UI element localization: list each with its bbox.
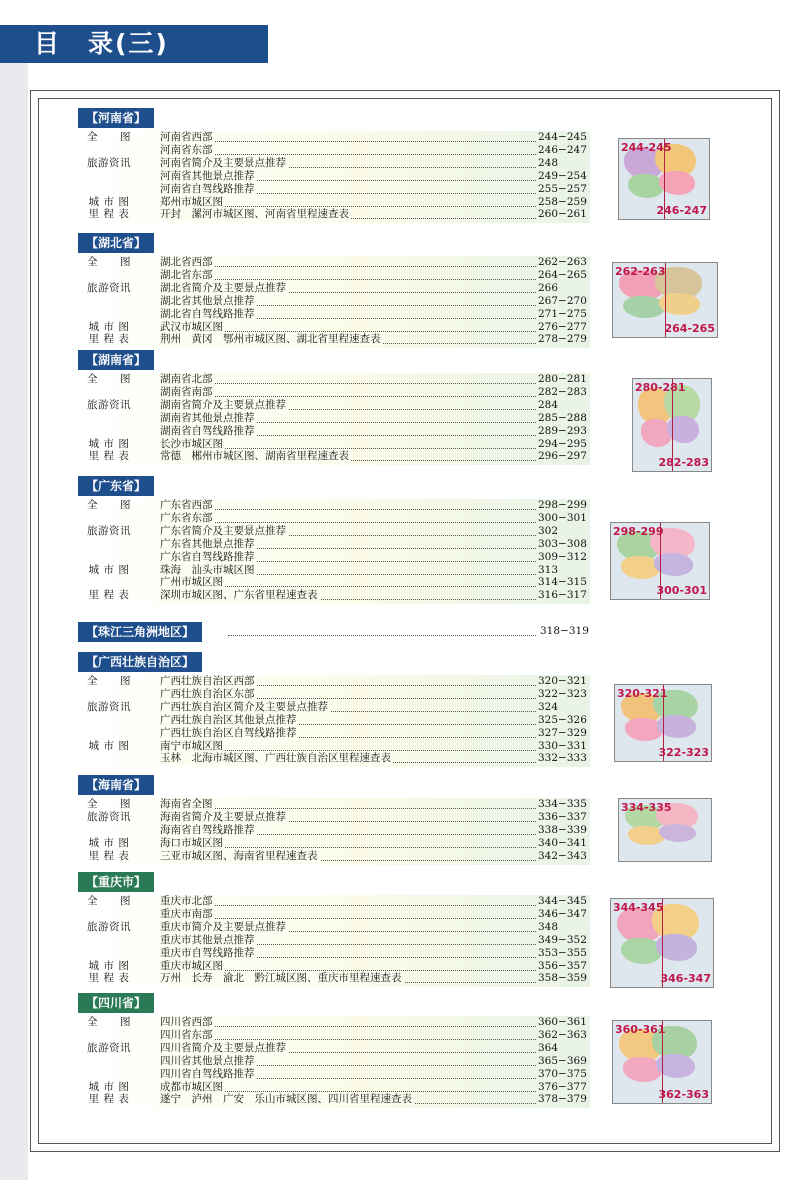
leader-dots (160, 1030, 536, 1040)
page-number[interactable]: 309−312 (538, 550, 587, 563)
entry-title[interactable]: 重庆市自驾线路推荐 (160, 946, 255, 959)
map-page-label: 280-281 (635, 381, 686, 394)
section-heading: 【湖南省】 (78, 350, 154, 370)
leader-dots (160, 799, 536, 809)
category-label: 旅游资讯 (87, 524, 131, 537)
page-number[interactable]: 362−363 (538, 1028, 587, 1041)
category-label: 城 市 图 (88, 195, 130, 208)
category-label: 城 市 图 (88, 959, 130, 972)
page-number[interactable]: 284 (538, 398, 559, 411)
section-heading: 【海南省】 (78, 775, 154, 795)
page-number[interactable]: 325−326 (538, 713, 587, 726)
page-number[interactable]: 278−279 (538, 333, 587, 346)
page-number[interactable]: 342−343 (538, 849, 587, 862)
entry-title[interactable]: 广西壮族自治区自驾线路推荐 (160, 726, 297, 739)
entry-title[interactable]: 湖南省北部 (160, 373, 213, 385)
leader-dots (160, 270, 536, 280)
leader-dots (160, 132, 536, 142)
entry-title[interactable]: 海南省自驾线路推荐 (160, 823, 255, 836)
entry-title[interactable]: 广西壮族自治区其他景点推荐 (160, 713, 297, 726)
page-number[interactable]: 266 (538, 281, 559, 294)
page-number[interactable]: 246−247 (538, 143, 587, 156)
page-number[interactable]: 334−335 (538, 798, 587, 810)
leader-dots (160, 513, 536, 523)
page-number[interactable]: 248 (538, 156, 559, 169)
entry-title[interactable]: 玉林 北海市城区图、广西壮族自治区里程速查表 (160, 752, 391, 765)
entry-title[interactable]: 广东省自驾线路推荐 (160, 550, 255, 563)
entry-title[interactable]: 河南省东部 (160, 143, 213, 156)
category-label: 城 市 图 (88, 320, 130, 333)
page-number[interactable]: 365−369 (538, 1054, 587, 1067)
page-number[interactable]: 244−245 (538, 131, 587, 143)
entry-title[interactable]: 四川省西部 (160, 1016, 213, 1028)
map-page-label: 322-323 (658, 746, 709, 759)
entry-title[interactable]: 四川省其他景点推荐 (160, 1054, 255, 1067)
leader-dots (160, 145, 536, 155)
page-number[interactable]: 276−277 (538, 320, 587, 333)
category-label: 里 程 表 (88, 972, 130, 985)
map-page-label: 244-245 (621, 141, 672, 154)
entry-title[interactable]: 广西壮族自治区东部 (160, 687, 255, 700)
page-number[interactable]: 348 (538, 920, 559, 933)
entry-title[interactable]: 常德 郴州市城区图、湖南省里程速查表 (160, 450, 349, 463)
category-label: 里 程 表 (88, 450, 130, 463)
category-label: 城 市 图 (88, 1080, 130, 1093)
page-number[interactable]: 338−339 (538, 823, 587, 836)
page-number[interactable]: 296−297 (538, 450, 587, 463)
map-page-label: 282-283 (658, 456, 709, 469)
entry-title[interactable]: 湖南省其他景点推荐 (160, 411, 255, 424)
section-heading: 【珠江三角洲地区】 (78, 622, 202, 642)
leader-dots (160, 374, 536, 384)
page-number[interactable]: 249−254 (538, 169, 587, 182)
map-thumbnail[interactable] (612, 262, 718, 338)
map-page-label: 262-263 (615, 265, 666, 278)
entry-title[interactable]: 重庆市南部 (160, 907, 213, 920)
section-heading: 【河南省】 (78, 108, 154, 128)
section-heading: 【广东省】 (78, 476, 154, 496)
map-page-label: 300-301 (656, 584, 707, 597)
page-number[interactable]: 262−263 (538, 256, 587, 268)
entry-title[interactable]: 遂宁 泸州 广安 乐山市城区图、四川省里程速查表 (160, 1093, 412, 1106)
page-number[interactable]: 360−361 (538, 1016, 587, 1028)
page-number[interactable]: 344−345 (538, 895, 587, 907)
map-thumbnail[interactable] (618, 138, 710, 220)
page-number[interactable]: 364 (538, 1041, 559, 1054)
map-page-label: 264-265 (664, 322, 715, 335)
page-number[interactable]: 356−357 (538, 959, 587, 972)
section-heading: 【湖北省】 (78, 233, 154, 253)
entry-title[interactable]: 广西壮族自治区简介及主要景点推荐 (160, 700, 328, 713)
leader-dots (160, 1017, 536, 1027)
category-label: 全 图 (87, 895, 131, 907)
map-page-label: 246-247 (656, 204, 707, 217)
leader-dots (160, 500, 536, 510)
category-label: 全 图 (87, 499, 131, 511)
category-label: 旅游资讯 (87, 281, 131, 294)
category-label: 里 程 表 (88, 589, 130, 602)
page-number[interactable]: 280−281 (538, 373, 587, 385)
entry-title[interactable]: 广东省简介及主要景点推荐 (160, 524, 286, 537)
entry-title[interactable]: 珠海 汕头市城区图 (160, 563, 255, 576)
map-thumbnail[interactable] (632, 378, 712, 472)
page-number[interactable]: 370−375 (538, 1067, 587, 1080)
leader-dots (160, 896, 536, 906)
entry-title[interactable]: 南宁市城区图 (160, 739, 223, 752)
page-number[interactable]: 346−347 (538, 907, 587, 920)
page-number[interactable]: 255−257 (538, 182, 587, 195)
category-label: 里 程 表 (88, 333, 130, 346)
entry-title[interactable]: 郑州市城区图 (160, 195, 223, 208)
map-page-label: 298-299 (613, 525, 664, 538)
page-number[interactable]: 316−317 (538, 589, 587, 602)
leader-dots (160, 257, 536, 267)
map-thumbnail[interactable] (612, 1020, 712, 1104)
entry-title[interactable]: 湖南省简介及主要景点推荐 (160, 398, 286, 411)
entry-title[interactable]: 长沙市城区图 (160, 437, 223, 450)
category-label: 全 图 (87, 131, 131, 143)
page-number[interactable]: 376−377 (538, 1080, 587, 1093)
page-number[interactable]: 327−329 (538, 726, 587, 739)
entry-title[interactable]: 海口市城区图 (160, 836, 223, 849)
leader-dots (160, 909, 536, 919)
page-number[interactable]: 294−295 (538, 437, 587, 450)
category-label: 里 程 表 (88, 849, 130, 862)
entry-title[interactable]: 河南省简介及主要景点推荐 (160, 156, 286, 169)
page-number[interactable]: 267−270 (538, 294, 587, 307)
category-label: 全 图 (87, 373, 131, 385)
entry-title[interactable]: 广西壮族自治区西部 (160, 675, 255, 687)
page-number[interactable]: 378−379 (538, 1093, 587, 1106)
map-page-label: 334-335 (621, 801, 672, 814)
page-number[interactable]: 314−315 (538, 576, 587, 589)
page-number[interactable]: 298−299 (538, 499, 587, 511)
page-number[interactable]: 303−308 (538, 537, 587, 550)
map-page-label: 360-361 (615, 1023, 666, 1036)
page-number[interactable]: 264−265 (538, 268, 587, 281)
entry-title[interactable]: 四川省东部 (160, 1028, 213, 1041)
entry-title[interactable]: 重庆市北部 (160, 895, 213, 907)
entry-title[interactable]: 荆州 黄冈 鄂州市城区图、湖北省里程速查表 (160, 333, 381, 346)
page-number[interactable]: 313 (538, 563, 559, 576)
entry-title[interactable]: 湖北省自驾线路推荐 (160, 307, 255, 320)
map-thumbnail[interactable] (614, 684, 712, 762)
entry-title[interactable]: 湖南省南部 (160, 385, 213, 398)
category-label: 全 图 (87, 1016, 131, 1028)
entry-title[interactable]: 四川省自驾线路推荐 (160, 1067, 255, 1080)
map-thumbnail[interactable] (610, 522, 710, 600)
leader-dots (160, 387, 536, 397)
page-number[interactable]: 324 (538, 700, 559, 713)
page-number[interactable]: 282−283 (538, 385, 587, 398)
page-number[interactable]: 271−275 (538, 307, 587, 320)
page-number[interactable]: 320−321 (538, 675, 587, 687)
entry-title[interactable]: 万州 长寿 渝北 黔江城区图、重庆市里程速查表 (160, 972, 402, 985)
page-number[interactable]: 258−259 (538, 195, 587, 208)
page-title: 目 录(三) (0, 25, 268, 63)
entry-title[interactable]: 深圳市城区图、广东省里程速查表 (160, 589, 318, 602)
map-page-label: 344-345 (613, 901, 664, 914)
category-label: 城 市 图 (88, 563, 130, 576)
entry-title[interactable]: 四川省简介及主要景点推荐 (160, 1041, 286, 1054)
section-heading: 【重庆市】 (78, 872, 154, 892)
entry-title[interactable]: 湖北省西部 (160, 256, 213, 268)
entry-title[interactable]: 重庆市城区图 (160, 959, 223, 972)
category-label: 全 图 (87, 256, 131, 268)
category-label: 旅游资讯 (87, 810, 131, 823)
category-label: 旅游资讯 (87, 920, 131, 933)
entry-title[interactable]: 成都市城区图 (160, 1080, 223, 1093)
entry-title[interactable]: 河南省西部 (160, 131, 213, 143)
page-number[interactable]: 302 (538, 524, 559, 537)
page-number[interactable]: 318−319 (540, 625, 589, 637)
page-number[interactable]: 330−331 (538, 739, 587, 752)
category-label: 旅游资讯 (87, 156, 131, 169)
map-page-label: 362-363 (658, 1088, 709, 1101)
entry-title[interactable]: 三亚市城区图、海南省里程速查表 (160, 849, 318, 862)
category-label: 城 市 图 (88, 437, 130, 450)
entry-title[interactable]: 湖北省其他景点推荐 (160, 294, 255, 307)
leader-dots (228, 626, 536, 636)
entry-title[interactable]: 湖北省东部 (160, 268, 213, 281)
left-shade (0, 62, 28, 1180)
map-page-label: 346-347 (660, 972, 711, 985)
entry-title[interactable]: 湖南省自驾线路推荐 (160, 424, 255, 437)
page-number[interactable]: 260−261 (538, 208, 587, 221)
entry-title[interactable]: 河南省自驾线路推荐 (160, 182, 255, 195)
page-number[interactable]: 285−288 (538, 411, 587, 424)
entry-title[interactable]: 开封 漯河市城区图、河南省里程速查表 (160, 208, 349, 221)
category-label: 全 图 (87, 798, 131, 810)
entry-title[interactable]: 重庆市简介及主要景点推荐 (160, 920, 286, 933)
category-label: 旅游资讯 (87, 398, 131, 411)
page-number[interactable]: 322−323 (538, 687, 587, 700)
page-number[interactable]: 349−352 (538, 933, 587, 946)
entry-title[interactable]: 广东省其他景点推荐 (160, 537, 255, 550)
entry-title[interactable]: 广东省西部 (160, 499, 213, 511)
section-heading: 【广西壮族自治区】 (78, 652, 202, 672)
page-number[interactable]: 340−341 (538, 836, 587, 849)
entry-title[interactable]: 河南省其他景点推荐 (160, 169, 255, 182)
entry-title[interactable]: 湖北省简介及主要景点推荐 (160, 281, 286, 294)
entry-title[interactable]: 重庆市其他景点推荐 (160, 933, 255, 946)
entry-title[interactable]: 广东省东部 (160, 511, 213, 524)
map-region (659, 824, 696, 843)
section-heading: 【四川省】 (78, 993, 154, 1013)
map-thumbnail[interactable] (610, 898, 714, 988)
page-number[interactable]: 358−359 (538, 972, 587, 985)
page-number[interactable]: 336−337 (538, 810, 587, 823)
entry-title[interactable]: 武汉市城区图 (160, 320, 223, 333)
category-label: 全 图 (87, 675, 131, 687)
map-page-label: 320-321 (617, 687, 668, 700)
entry-title[interactable]: 海南省全图 (160, 798, 213, 810)
category-label: 城 市 图 (88, 739, 130, 752)
page-number[interactable]: 300−301 (538, 511, 587, 524)
page-number[interactable]: 289−293 (538, 424, 587, 437)
map-thumbnail[interactable] (618, 798, 712, 862)
category-label: 里 程 表 (88, 208, 130, 221)
category-label: 城 市 图 (88, 836, 130, 849)
page-number[interactable]: 353−355 (538, 946, 587, 959)
category-label: 旅游资讯 (87, 700, 131, 713)
page-number[interactable]: 332−333 (538, 752, 587, 765)
entry-title[interactable]: 广州市城区图 (160, 576, 223, 589)
category-label: 旅游资讯 (87, 1041, 131, 1054)
entry-title[interactable]: 海南省简介及主要景点推荐 (160, 810, 286, 823)
category-label: 里 程 表 (88, 1093, 130, 1106)
